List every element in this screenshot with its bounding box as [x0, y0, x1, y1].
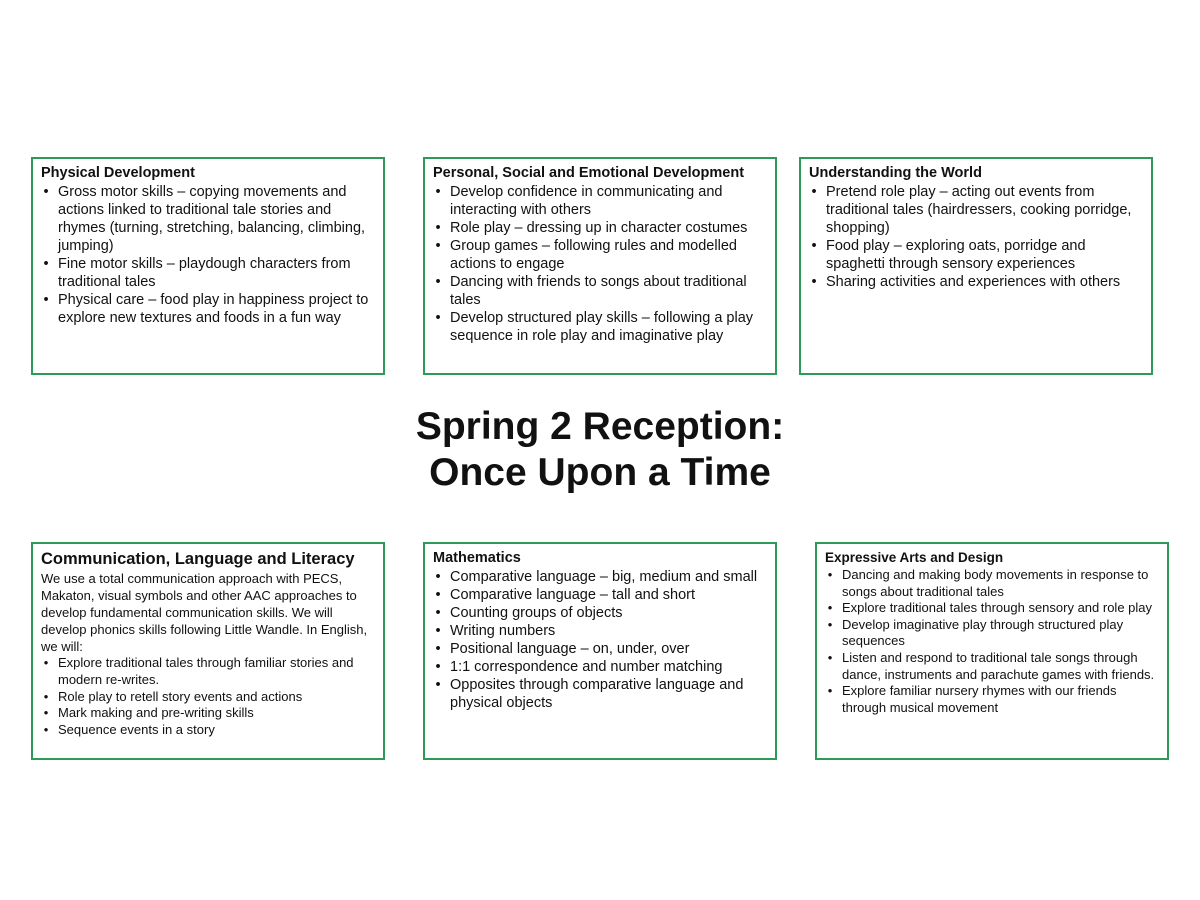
physical-development-box [31, 157, 385, 375]
list-item: • Dancing and making body movements in response to songs about traditional tales [827, 567, 1149, 599]
cll-box [31, 542, 385, 760]
physical-development-list [41, 183, 375, 327]
list-item: • Dancing with friends to songs about traditional tales [435, 274, 747, 308]
mathematics-list [433, 568, 767, 712]
list-item: • Comparative language – tall and short [435, 587, 696, 603]
cll-heading: Communication, Language and Literacy [41, 550, 355, 568]
list-item: • Fine motor skills – playdough characters from traditional tales [43, 256, 351, 290]
mathematics-box [423, 542, 777, 760]
list-item: • Develop imaginative play through structured play sequences [827, 616, 1124, 649]
expressive-arts-list [825, 567, 1159, 716]
list-item: • Sharing activities and experiences with others [811, 274, 1121, 290]
cll-list [41, 655, 375, 739]
list-item: • Explore familiar nursery rhymes with our friends through musical movement [827, 683, 1117, 715]
list-item: • Role play – dressing up in character costumes [435, 220, 748, 236]
list-item: • Develop structured play skills – following a play sequence in role play and imaginative play [435, 310, 754, 344]
page-title-line-2: Once Upon a Time [429, 451, 771, 494]
list-item: • Develop confidence in communicating and interacting with others [435, 184, 723, 218]
pse-development-heading: Personal, Social and Emotional Development [433, 165, 745, 181]
list-item: • Mark making and pre-writing skills [43, 705, 254, 721]
list-item: • Physical care – food play in happiness project to explore new textures and foods in a fun way [43, 292, 369, 326]
list-item: • Comparative language – big, medium and small [435, 569, 758, 585]
understanding-world-list [809, 183, 1143, 291]
list-item: • Listen and respond to traditional tale songs through dance, instruments and parachute games with friends. [827, 649, 1155, 682]
list-item: • Positional language – on, under, over [435, 641, 690, 657]
expressive-arts-box [815, 542, 1169, 760]
list-item: • Explore traditional tales through sensory and role play [827, 600, 1153, 616]
list-item: • Opposites through comparative language and physical objects [435, 677, 744, 711]
expressive-arts-heading: Expressive Arts and Design [825, 550, 1004, 565]
list-item: • Pretend role play – acting out events from traditional tales (hairdressers, cooking porridge, shopping) [811, 184, 1132, 236]
list-item: • 1:1 correspondence and number matching [435, 659, 723, 675]
list-item: • Counting groups of objects [435, 605, 623, 621]
understanding-world-box [799, 157, 1153, 375]
list-item: • Group games – following rules and modelled actions to engage [435, 238, 737, 272]
list-item: • Writing numbers [435, 623, 556, 639]
mathematics-heading: Mathematics [433, 550, 521, 566]
pse-development-list [433, 183, 767, 345]
list-item: • Explore traditional tales through familiar stories and modern re-writes. [43, 655, 354, 687]
list-item: • Gross motor skills – copying movements and actions linked to traditional tale stories and rhymes (turning, stretching, balancing, climbing, jumping) [43, 184, 366, 254]
page-title-line-1: Spring 2 Reception: [415, 405, 785, 448]
cll-intro: We use a total communication approach with PECS, Makaton, visual symbols and other AAC approaches to develop fundamental communication skills. We will develop phonics skills following Little Wandle. In English, we will: [41, 571, 368, 654]
physical-development-heading: Physical Development [41, 165, 195, 181]
pse-development-box [423, 157, 777, 375]
page-title [300, 404, 900, 496]
list-item: • Sequence events in a story [43, 722, 215, 738]
list-item: • Food play – exploring oats, porridge and spaghetti through sensory experiences [811, 238, 1086, 272]
list-item: • Role play to retell story events and actions [43, 688, 303, 704]
understanding-world-heading: Understanding the World [809, 165, 982, 181]
